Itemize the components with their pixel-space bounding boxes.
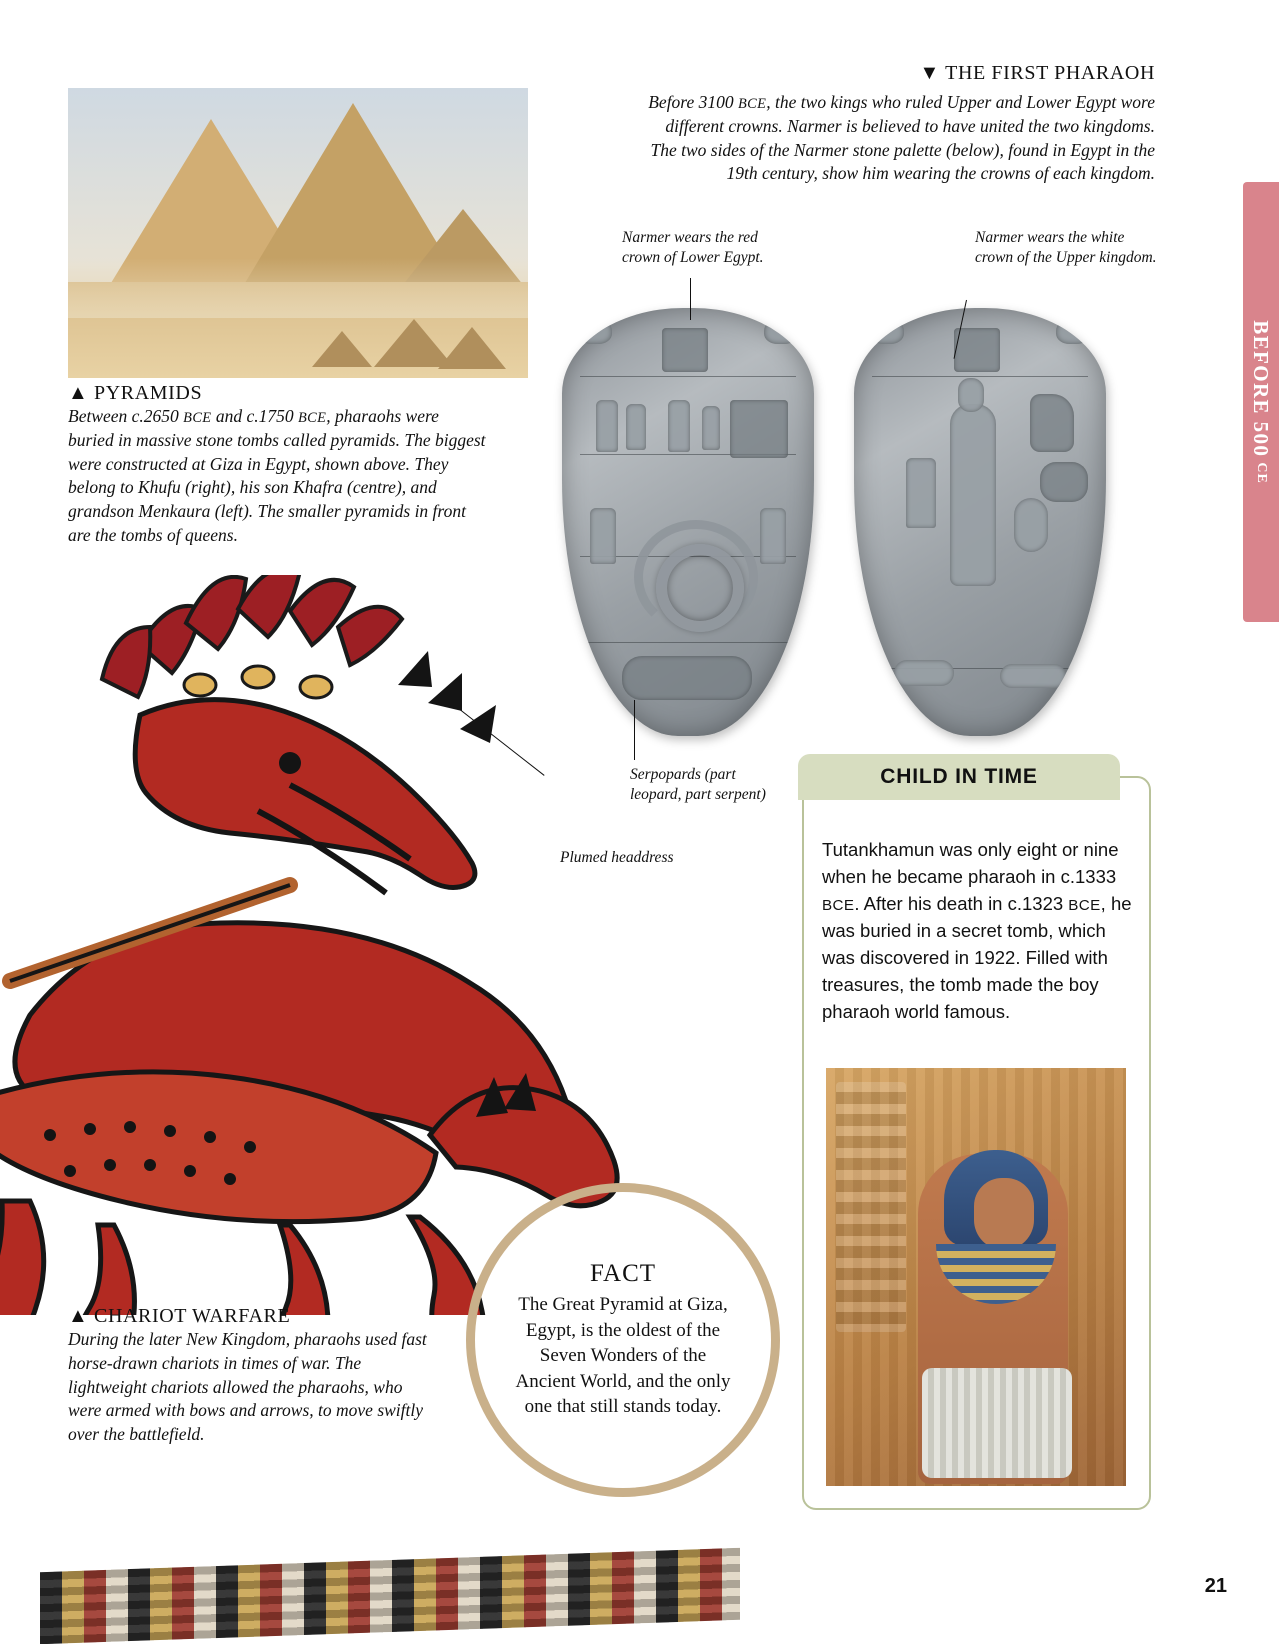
section-first-pharaoh (640, 62, 1155, 186)
queen-pyramid-2 (438, 324, 506, 369)
pyramids-photo (68, 88, 528, 378)
first-pharaoh-heading (640, 62, 1155, 85)
first-pharaoh-body: Before 3100 BCE, the two kings who ruled Upper and Lower Egypt wore different crowns. Narmer is believed to have united the two kingdoms. The two sides of the Narmer stone palette (below), found in Egypt in the 19th century, show him wearing the crowns of each kingdom. (648, 92, 1155, 184)
strip-overlay (40, 1548, 740, 1644)
callout-white-crown: Narmer wears the white crown of the Upper kingdom. (975, 229, 1157, 267)
first-pharaoh-heading-text: THE FIRST PHARAOH (945, 62, 1155, 84)
up-triangle-icon: ▲ (68, 382, 89, 404)
page-number: 21 (1204, 1575, 1227, 1597)
callout-red-crown: Narmer wears the red crown of Lower Egypt. (622, 229, 764, 267)
photo-haze (68, 258, 528, 318)
up-triangle-icon-chariot: ▲ (68, 1305, 89, 1327)
era-side-tab (1243, 182, 1279, 622)
child-in-time-title: CHILD IN TIME (798, 754, 1120, 800)
decorative-bottom-strip (40, 1548, 740, 1644)
callout-serpopards: Serpopards (part leopard, part serpent) (630, 766, 766, 804)
pyramids-heading (68, 382, 488, 405)
fact-text: The Great Pyramid at Giza, Egypt, is the oldest of the Seven Wonders of the Ancient World, and the only one that still stands today. (515, 1294, 731, 1418)
hieroglyph-column (836, 1082, 906, 1332)
tutankhamun-artifact-image (826, 1068, 1126, 1486)
pyramids-heading-text: PYRAMIDS (94, 382, 203, 404)
narmer-palette-back (854, 308, 1106, 736)
era-side-tab-label (1243, 182, 1279, 622)
era-side-tab-era: CE (1254, 462, 1269, 484)
leader-line-red-crown (690, 278, 691, 320)
fact-title: FACT (589, 1260, 657, 1288)
pyramids-body: Between c.2650 BCE and c.1750 BCE, pharaohs were buried in massive stone tombs called pyramids. The biggest were constructed at Giza in Egypt, shown above. They belong to Khufu (right), his son Khafra (centre), and grandson Menkaura (left). The smaller pyramids in front are the tombs of queens. (68, 406, 486, 545)
chariot-heading-text: CHARIOT WARFARE (94, 1305, 291, 1327)
tutankhamun-skirt (922, 1368, 1072, 1478)
section-chariot-warfare (68, 1305, 428, 1447)
tutankhamun-face (974, 1178, 1034, 1250)
era-side-tab-text: BEFORE 500 (1249, 320, 1274, 458)
callout-plumed-headdress: Plumed headdress (560, 849, 674, 866)
queen-pyramid-3 (312, 328, 372, 367)
chariot-body: During the later New Kingdom, pharaohs used fast horse-drawn chariots in times of war. The lightweight chariots allowed the pharaohs, who were armed with bows and arrows, to move swiftly over the battlefield. (68, 1329, 427, 1445)
chariot-heading (68, 1305, 428, 1328)
child-in-time-body: Tutankhamun was only eight or nine when he became pharaoh in c.1333 BCE. After his death in c.1323 BCE, he was buried in a secret tomb, which was discovered in 1922. Filled with treasures, the tomb made the boy pharaoh world famous. (822, 839, 1132, 1023)
fact-callout (466, 1183, 780, 1497)
child-in-time-panel (802, 765, 1151, 1510)
down-triangle-icon: ▼ (919, 62, 940, 84)
section-pyramids (68, 382, 488, 548)
